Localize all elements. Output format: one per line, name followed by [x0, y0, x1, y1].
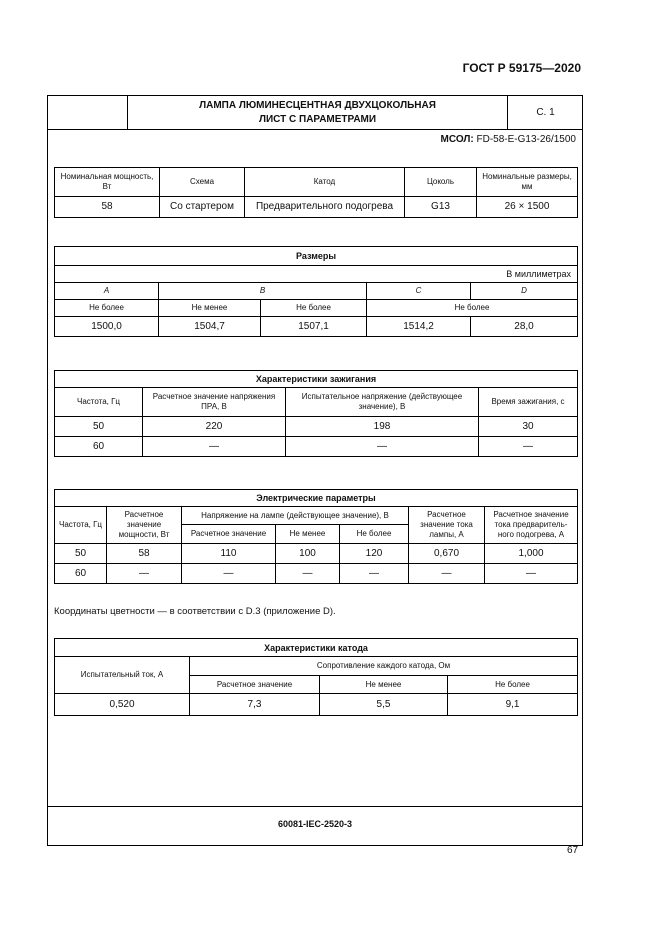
electrical-table	[54, 489, 578, 584]
limit-b-min: Не менее	[159, 300, 261, 317]
ign-header-test-voltage: Испытательное напряжение (действующее значение), В	[286, 388, 479, 417]
dim-letter-a: A	[55, 283, 159, 300]
el-cell: —	[409, 564, 485, 584]
header-power: Номинальная мощность, Вт	[55, 168, 160, 197]
ign-header-time: Время зажигания, с	[479, 388, 578, 417]
value-cap: G13	[405, 197, 477, 218]
page-number: 67	[567, 845, 579, 856]
header-cap: Цоколь	[405, 168, 477, 197]
dim-value-b-min: 1504,7	[159, 317, 261, 337]
el-header-freq: Частота, Гц	[55, 507, 107, 544]
dim-letter-c: C	[367, 283, 471, 300]
msol-designation	[441, 134, 576, 145]
dimensions-title: Размеры	[55, 247, 578, 266]
el-header-max: Не более	[340, 525, 409, 544]
cathode-title: Характеристики катода	[55, 639, 578, 657]
value-cathode: Предварительного подогрева	[245, 197, 405, 218]
ign-cell: 30	[479, 417, 578, 437]
cat-value-max: 9,1	[448, 694, 578, 716]
ignition-row	[55, 417, 578, 437]
ign-header-ballast: Расчетное значение напряжения ПРА, В	[143, 388, 286, 417]
general-table	[54, 167, 578, 218]
title-line-1: ЛАМПА ЛЮМИНЕСЦЕНТНАЯ ДВУХЦОКОЛЬНАЯ	[199, 100, 436, 111]
chromaticity-note: Координаты цветности — в соответствии с D.3 (приложение D).	[54, 606, 336, 617]
el-cell: —	[276, 564, 340, 584]
ignition-table	[54, 370, 578, 457]
msol-value: FD-58-E-G13-26/1500	[476, 134, 576, 145]
el-cell: —	[182, 564, 276, 584]
cathode-table	[54, 638, 578, 716]
el-cell: 120	[340, 544, 409, 564]
ignition-title: Характеристики зажигания	[55, 371, 578, 388]
ign-header-freq: Частота, Гц	[55, 388, 143, 417]
dim-value-c: 1514,2	[367, 317, 471, 337]
el-cell: 100	[276, 544, 340, 564]
ign-cell: —	[479, 437, 578, 457]
ign-cell: 50	[55, 417, 143, 437]
electrical-title: Электрические параметры	[55, 490, 578, 507]
value-power: 58	[55, 197, 160, 218]
el-header-preheat: Расчетное значение тока предваритель- ного подогрева, А	[485, 507, 578, 544]
dim-value-b-max: 1507,1	[261, 317, 367, 337]
cat-value-calc: 7,3	[190, 694, 320, 716]
el-cell: —	[107, 564, 182, 584]
dim-letter-b: B	[159, 283, 367, 300]
el-cell: 60	[55, 564, 107, 584]
value-scheme: Со стартером	[160, 197, 245, 218]
sheet-number: С. 1	[536, 107, 555, 118]
dimensions-table	[54, 246, 578, 337]
cat-value-test: 0,520	[55, 694, 190, 716]
unit-row	[55, 266, 578, 283]
header-blank-cell	[48, 96, 128, 129]
el-cell: —	[485, 564, 578, 584]
footer-divider	[48, 806, 582, 807]
limit-cd: Не более	[367, 300, 578, 317]
sheet-header	[48, 96, 582, 130]
ign-cell: 60	[55, 437, 143, 457]
electrical-row	[55, 544, 578, 564]
limit-a: Не более	[55, 300, 159, 317]
el-header-min: Не менее	[276, 525, 340, 544]
ign-cell: —	[143, 437, 286, 457]
electrical-row	[55, 564, 578, 584]
el-header-voltage: Напряжение на лампе (действующее значение), В	[182, 507, 409, 525]
el-header-calc: Расчетное значение	[182, 525, 276, 544]
el-cell: —	[340, 564, 409, 584]
ign-cell: 220	[143, 417, 286, 437]
limit-b-max: Не более	[261, 300, 367, 317]
cat-header-calc: Расчетное значение	[190, 676, 320, 694]
sheet-code: 60081-IEC-2520-3	[277, 819, 353, 829]
el-header-current: Расчетное значение тока лампы, А	[409, 507, 485, 544]
parameter-sheet	[47, 95, 583, 846]
header-scheme: Схема	[160, 168, 245, 197]
msol-label: МСОЛ:	[440, 134, 474, 145]
el-cell: 1,000	[485, 544, 578, 564]
ign-cell: 198	[286, 417, 479, 437]
el-cell: 50	[55, 544, 107, 564]
cat-header-test-current: Испытательный ток, А	[55, 657, 190, 694]
dim-value-a: 1500,0	[55, 317, 159, 337]
header-cathode: Катод	[245, 168, 405, 197]
cat-header-max: Не более	[448, 676, 578, 694]
el-cell: 110	[182, 544, 276, 564]
title-line-2: ЛИСТ С ПАРАМЕТРАМИ	[258, 114, 377, 125]
value-dimensions: 26 × 1500	[477, 197, 578, 218]
el-header-power: Расчетное значение мощности, Вт	[107, 507, 182, 544]
unit-note: В миллиметрах	[55, 266, 578, 283]
ign-cell: —	[286, 437, 479, 457]
ignition-row	[55, 437, 578, 457]
cat-value-min: 5,5	[320, 694, 448, 716]
dim-value-d: 28,0	[471, 317, 578, 337]
standard-number: ГОСТ Р 59175—2020	[462, 61, 581, 75]
header-dimensions: Номинальные размеры, мм	[477, 168, 578, 197]
el-cell: 0,670	[409, 544, 485, 564]
el-cell: 58	[107, 544, 182, 564]
sheet-title	[128, 96, 508, 129]
cat-header-min: Не менее	[320, 676, 448, 694]
dim-letter-d: D	[471, 283, 578, 300]
cat-header-resistance: Сопротивление каждого катода, Ом	[190, 657, 578, 676]
